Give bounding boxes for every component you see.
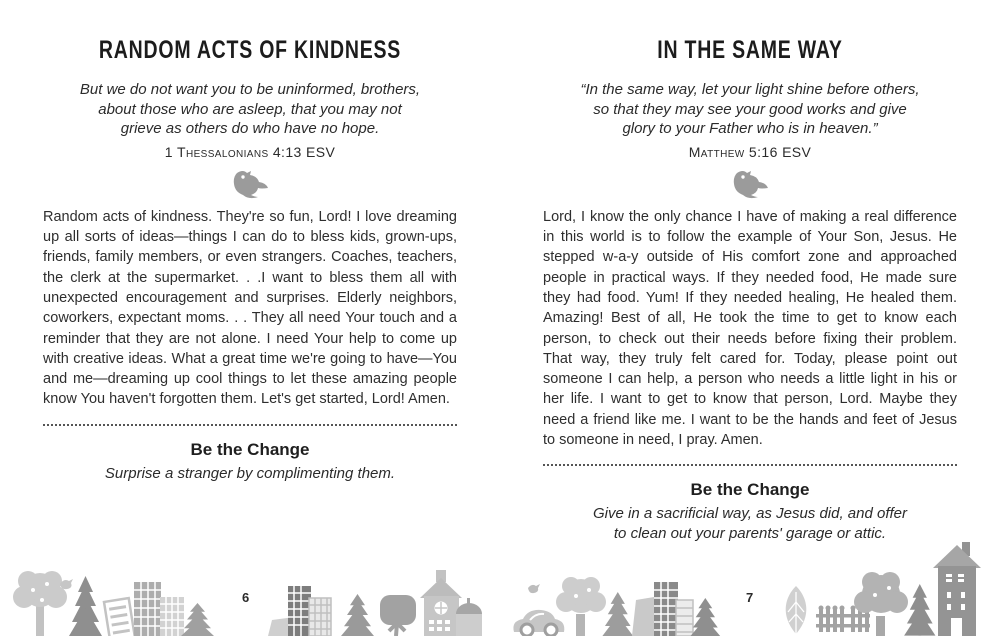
pine-tree (181, 603, 214, 636)
dotted-divider (43, 424, 457, 426)
challenge-line: Surprise a stranger by complimenting them. (104, 464, 396, 482)
prayer-text: Lord, I know the only chance I have of making a real difference in this world is to follow the example of Your Son, Jesus. He stepped w-a-y outside of His comfort zone and approached people in practical ways. If they needed food, He made sure they had food. Yum! If they needed healing, He healed them. Amazing! Best of all, He took the time to get to know each person, to check out their needs before fixing their problem. That way, they truly felt cared for. Today, please point out someone I can help, a person who needs a little light in his or her life. I want to get to know that person, Lord. Maybe they need a friend like me. I want to be the hands and feet of Jesus to someone in need, I pray. Amen. (543, 208, 957, 449)
page-number-left: 6 (242, 590, 250, 605)
pine-tree (602, 592, 633, 636)
car (513, 610, 564, 636)
pine-tree (341, 594, 374, 636)
scripture-verse (543, 80, 957, 139)
pine-tree (904, 584, 935, 636)
verse-line: glory to your Father who is in heaven.” (622, 120, 878, 138)
round-tree (13, 571, 67, 636)
tilted-building (104, 598, 136, 636)
be-the-change-heading: Be the Change (190, 439, 310, 459)
pine-tree (69, 576, 102, 636)
square-tree (380, 595, 416, 636)
be-the-change-heading: Be the Change (690, 480, 810, 500)
verse-line: so that they may see your good works and give (593, 100, 907, 118)
scripture-reference: 1 Thessalonians 4:13 ESV (164, 143, 336, 160)
bird-icon (230, 169, 270, 199)
tall-dark-house (933, 542, 981, 636)
small-bird (528, 584, 540, 593)
prayer-text: Random acts of kindness. They're so fun, Lord! I love dreaming up all sorts of ideas—things I can do to bless kids, grown-ups, friends, family members, or even strangers. Coaches, teachers, the clerk at the supermarket. . .I want to bless them all with unexpected encouragement and surprises. Elderly neighbors, coworkers, expectant moms. . . They all need Your touch and a reminder that they are not alone. I need Your help to come up with creative ideas. What a great time we're going to have—You and me—dreaming up cool things to let these amazing people know You haven't forgotten them. Let's get started, Lord! Amen. (43, 208, 457, 408)
verse-line: grieve as others do who have no hope. (120, 120, 380, 138)
city-buildings (288, 586, 331, 636)
page-title: RANDOM ACTS OF KINDNESS (98, 36, 402, 64)
page-left (43, 36, 457, 484)
pine-tree (690, 598, 720, 636)
page-right (543, 36, 957, 544)
challenge-text (43, 464, 457, 484)
city-buildings (134, 582, 184, 636)
scripture-verse (43, 80, 457, 139)
verse-line: “In the same way, let your light shine before others, (580, 81, 920, 98)
page-number-right: 7 (746, 590, 754, 605)
bird-icon (730, 169, 770, 199)
challenge-line: Give in a sacrificial way, as Jesus did, and offer (592, 505, 908, 523)
dotted-divider (543, 464, 957, 466)
challenge-text (543, 504, 957, 544)
page-title: IN THE SAME WAY (657, 36, 843, 64)
poplar-tree (786, 586, 807, 636)
verse-line: about those who are asleep, that you may not (98, 100, 402, 118)
house-with-dome (420, 570, 482, 636)
city-buildings (654, 582, 693, 636)
challenge-line: to clean out your parents' garage or attic. (613, 525, 887, 543)
scripture-reference: Matthew 5:16 ESV (688, 143, 812, 160)
cityscape-illustration (0, 540, 1000, 636)
verse-line: But we do not want you to be uninformed, brothers, (79, 81, 421, 98)
